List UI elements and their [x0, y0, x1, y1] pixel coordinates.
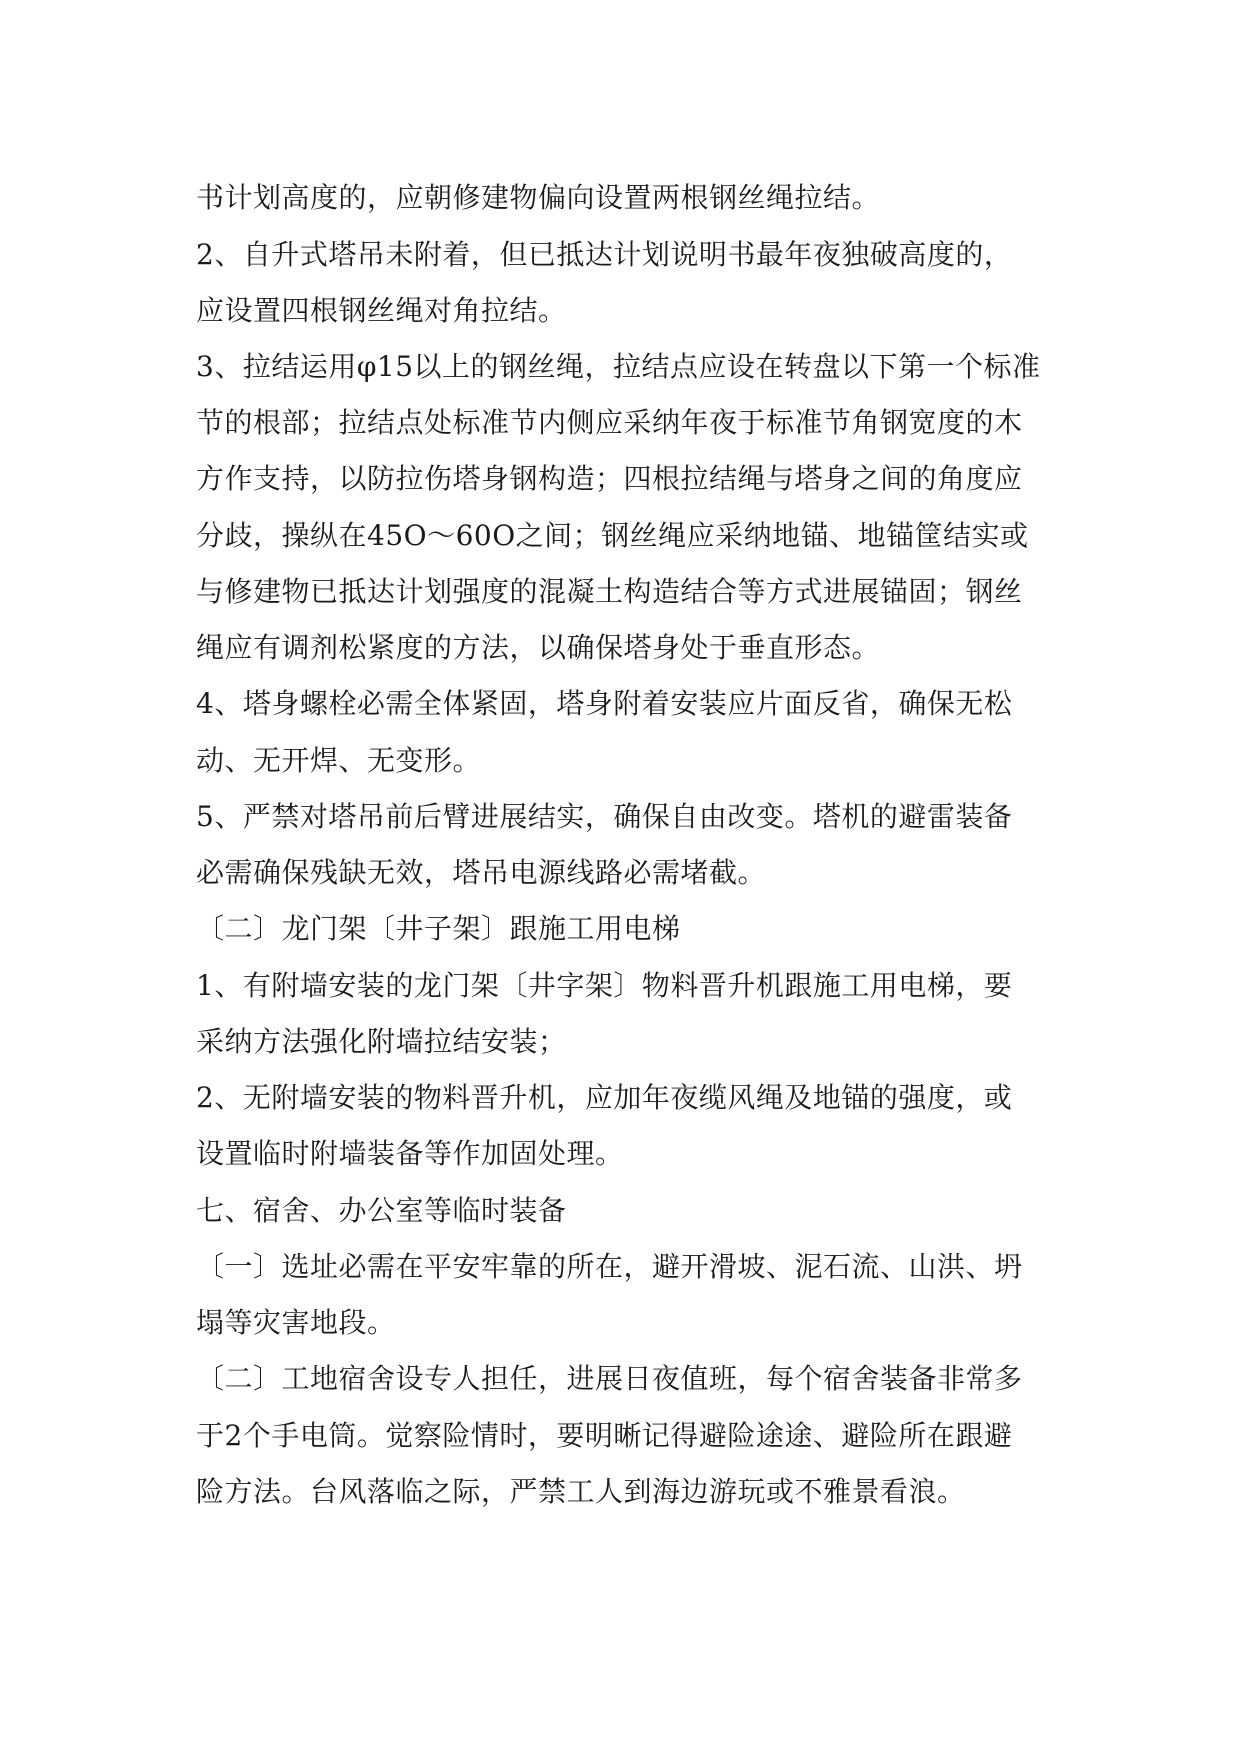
text-line: 采纳方法强化附墙拉结安装； — [196, 1025, 567, 1058]
text-line: 必需确保残缺无效，塔吊电源线路必需堵截。 — [196, 856, 767, 889]
text-line: 2、无附墙安装的物料晋升机，应加年夜缆风绳及地锚的强度，或 — [196, 1081, 1013, 1114]
text-line: 2、自升式塔吊未附着，但已抵达计划说明书最年夜独破高度的， — [196, 238, 1013, 271]
text-line: 节的根部；拉结点处标准节内侧应采纳年夜于标准节角钢宽度的木 — [196, 406, 1023, 439]
text-line: 分歧，操纵在45O～60O之间；钢丝绳应采纳地锚、地锚筐结实或 — [196, 519, 1029, 552]
text-line: 书计划高度的，应朝修建物偏向设置两根钢丝绳拉结。 — [196, 181, 881, 214]
text-line: 塌等灾害地段。 — [196, 1306, 396, 1339]
text-line: 应设置四根钢丝绳对角拉结。 — [196, 294, 567, 327]
section-heading: 七、宿舍、办公室等临时装备 — [196, 1194, 567, 1227]
text-line: 〔一〕选址必需在平安牢靠的所在，避开滑坡、泥石流、山洪、坍 — [196, 1250, 1023, 1283]
text-line: 方作支持，以防拉伤塔身钢构造；四根拉结绳与塔身之间的角度应 — [196, 462, 1023, 495]
text-line: 3、拉结运用φ15以上的钢丝绳，拉结点应设在转盘以下第一个标准 — [196, 350, 1041, 383]
text-line: 1、有附墙安装的龙门架〔井字架〕物料晋升机跟施工用电梯，要 — [196, 969, 1013, 1002]
text-line: 〔二〕工地宿舍设专人担任，进展日夜值班，每个宿舍装备非常多 — [196, 1362, 1023, 1395]
text-line: 5、严禁对塔吊前后臂进展结实，确保自由改变。塔机的避雷装备 — [196, 800, 1013, 833]
section-heading: 〔二〕龙门架〔井子架〕跟施工用电梯 — [196, 912, 681, 945]
text-line: 绳应有调剂松紧度的方法，以确保塔身处于垂直形态。 — [196, 631, 881, 664]
text-line: 险方法。台风落临之际，严禁工人到海边游玩或不雅景看浪。 — [196, 1475, 966, 1508]
text-line: 设置临时附墙装备等作加固处理。 — [196, 1137, 624, 1170]
text-line: 动、无开焊、无变形。 — [196, 744, 482, 777]
text-line: 4、塔身螺栓必需全体紧固，塔身附着安装应片面反省，确保无松 — [196, 687, 1013, 720]
text-line: 与修建物已抵达计划强度的混凝土构造结合等方式进展锚固；钢丝 — [196, 575, 1023, 608]
text-line: 于2个手电筒。觉察险情时，要明晰记得避险途途、避险所在跟避 — [196, 1419, 1013, 1452]
